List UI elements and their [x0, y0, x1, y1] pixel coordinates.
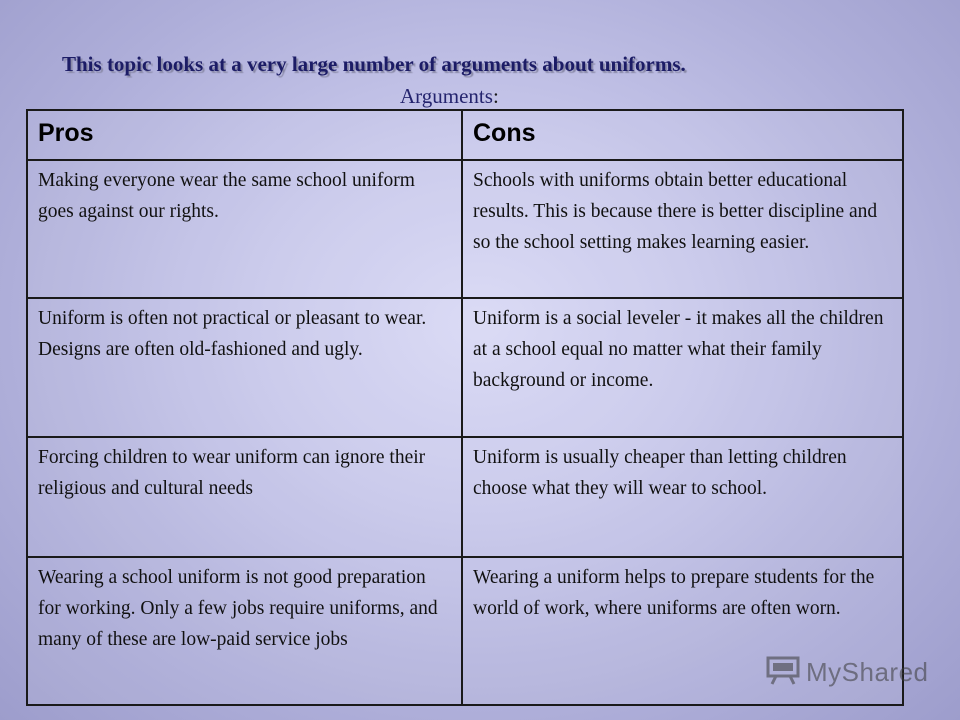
table-row: [27, 437, 903, 557]
watermark-text: MyShared: [806, 657, 929, 687]
table-row: [27, 160, 903, 298]
slide-subheading: [400, 84, 499, 109]
watermark: [766, 655, 929, 690]
pro-cell: Making everyone wear the same school uniform goes against our rights.: [27, 160, 462, 298]
subheading-colon: :: [492, 84, 499, 108]
table-header-row: [27, 110, 903, 160]
con-cell: Schools with uniforms obtain better educational results. This is because there is better discipline and so the school setting makes learning easier.: [462, 160, 903, 298]
arguments-table: [26, 109, 904, 706]
pro-cell: Uniform is often not practical or pleasant to wear. Designs are often old-fashioned and ugly.: [27, 298, 462, 437]
cons-header: Cons: [462, 110, 903, 160]
table-row: [27, 298, 903, 437]
pro-cell: Wearing a school uniform is not good preparation for working. Only a few jobs require uniforms, and many of these are low-paid service jobs: [27, 557, 462, 705]
subheading-label: Arguments: [400, 84, 493, 108]
presentation-board-icon: [766, 655, 800, 690]
pro-cell: Forcing children to wear uniform can ignore their religious and cultural needs: [27, 437, 462, 557]
slide-heading: This topic looks at a very large number of arguments about uniforms.: [62, 52, 686, 76]
pros-header: Pros: [27, 110, 462, 160]
con-cell: Uniform is a social leveler - it makes all the children at a school equal no matter what their family background or income.: [462, 298, 903, 437]
con-cell: Wearing a uniform helps to prepare students for the world of work, where uniforms are often worn.: [462, 557, 903, 705]
con-cell: Uniform is usually cheaper than letting children choose what they will wear to school.: [462, 437, 903, 557]
